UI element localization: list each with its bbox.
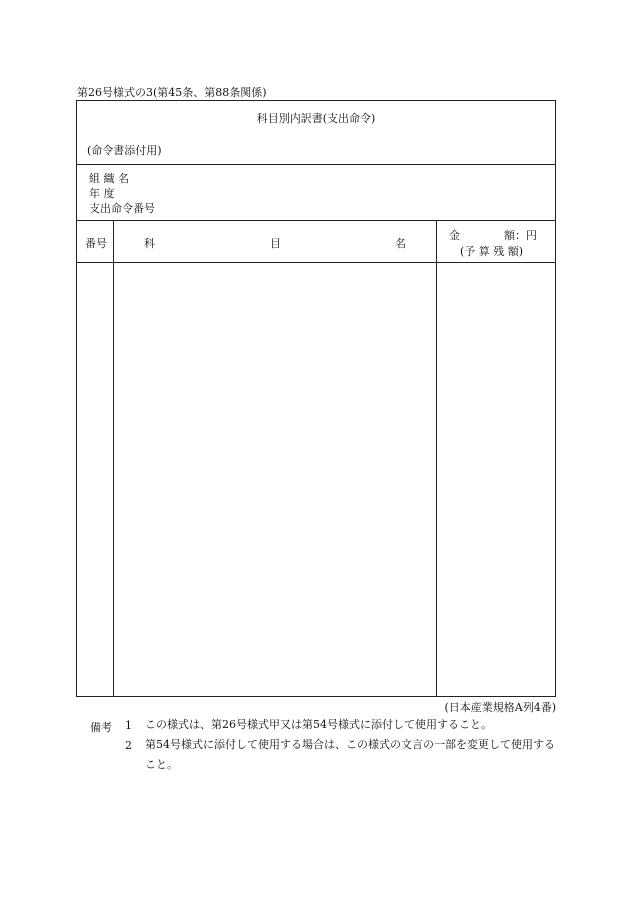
- form-box: [76, 100, 556, 697]
- column-header-subject-3: 名: [395, 237, 406, 250]
- paper-size-note: (日本産業規格A列4番): [444, 701, 556, 714]
- remark-text-1: この様式は、第26号様式甲又は第54号様式に添付して使用すること。: [145, 718, 492, 731]
- column-header-amount-sub: (予 算 残 額): [460, 245, 524, 258]
- form-reference: 第26号様式の3(第45条、第88条関係): [77, 86, 267, 99]
- column-header-subject-2: 目: [270, 237, 281, 250]
- column-separator-number: [113, 220, 114, 696]
- divider-title: [77, 164, 555, 165]
- column-separator-amount: [436, 220, 437, 696]
- remark-number-2: 2: [125, 739, 132, 752]
- remark-text-2: 第54号様式に添付して使用する場合は、この様式の文言の一部を変更して使用すること。: [145, 738, 555, 771]
- divider-header: [77, 262, 555, 263]
- organization-label: 組 織 名: [89, 172, 129, 185]
- remarks-label: 備考: [90, 721, 112, 734]
- divider-fields: [77, 220, 555, 221]
- attachment-note: (命令書添付用): [87, 144, 162, 157]
- remark-number-1: 1: [125, 719, 132, 732]
- column-header-subject-1: 科: [144, 237, 155, 250]
- order-number-label: 支出命令番号: [89, 202, 155, 215]
- column-header-number: 番号: [85, 237, 107, 250]
- column-header-amount: 金 額：円: [449, 229, 537, 242]
- fiscal-year-label: 年 度: [89, 187, 115, 200]
- form-title: 科目別内訳書(支出命令): [256, 112, 376, 125]
